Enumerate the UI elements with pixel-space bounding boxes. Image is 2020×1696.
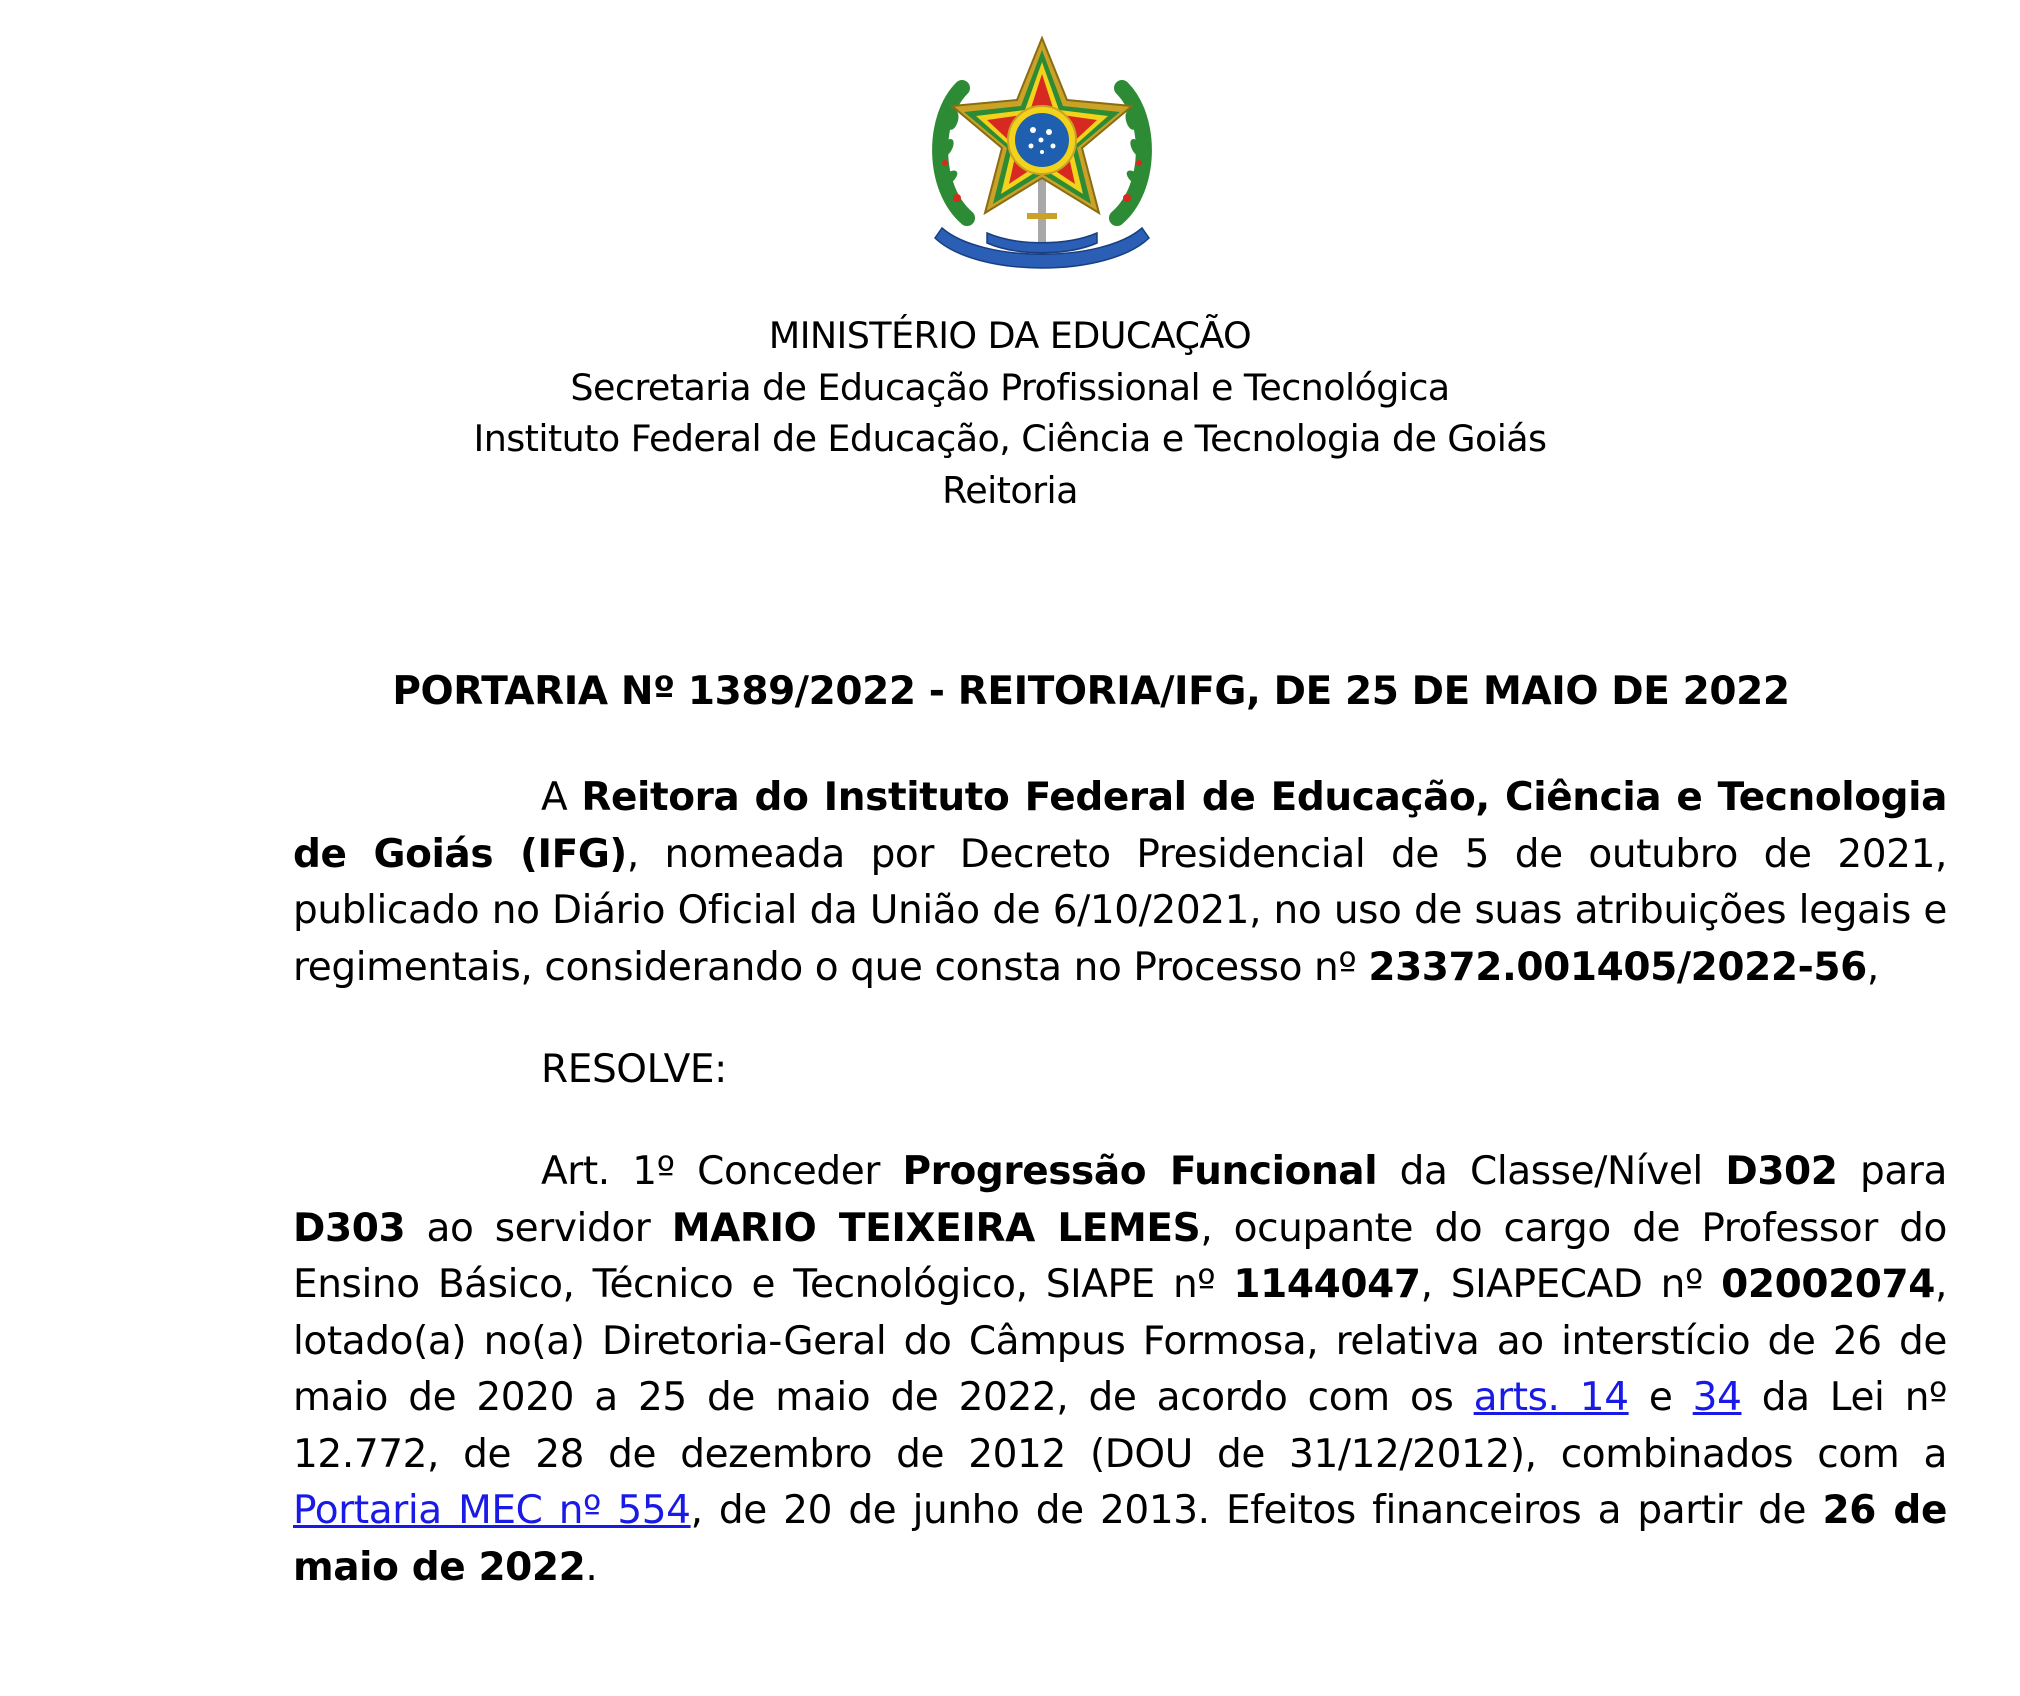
link-art-34[interactable]: 34 <box>1692 1375 1742 1420</box>
authority-name: Reitora do Instituto Federal de Educação, Ciência e Tecnologia de Goiás (IFG) <box>293 775 1947 877</box>
text: . <box>585 1544 598 1590</box>
process-number: 23372.001405/2022-56 <box>1368 944 1867 990</box>
text: , de 20 de junho de 2013. Efeitos financeiros a partir de <box>690 1488 1823 1533</box>
resolve-paragraph <box>293 1042 1947 1099</box>
text: , lotado(a) no(a) Diretoria-Geral do Câmpus Formosa, relativa ao interstício de 26 de maio de 2020 a 25 de maio de 2022, de acordo com os <box>293 1262 1948 1420</box>
servant-name: MARIO TEIXEIRA LEMES <box>671 1205 1201 1251</box>
text: , <box>1866 944 1879 990</box>
text: da Lei nº 12.772, de 28 de dezembro de 2012 (DOU de 31/12/2012), combinados com a <box>293 1375 1948 1477</box>
effective-date: 26 de maio de 2022 <box>293 1488 1947 1590</box>
preamble-paragraph <box>293 770 1947 996</box>
article-1-paragraph <box>293 1144 1947 1596</box>
text: , SIAPECAD nº <box>1420 1262 1722 1307</box>
document-title: PORTARIA Nº 1389/2022 - REITORIA/IFG, DE 25 DE MAIO DE 2022 <box>392 669 1790 714</box>
text: para <box>1837 1149 1947 1194</box>
brazil-coat-of-arms-icon <box>927 28 1157 274</box>
text: da Classe/Nível <box>1377 1149 1726 1194</box>
header-institute: Instituto Federal de Educação, Ciência e Tecnologia de Goiás <box>473 417 1547 460</box>
link-arts-14[interactable]: arts. 14 <box>1473 1375 1629 1420</box>
siape-number: 1144047 <box>1233 1262 1421 1307</box>
resolve-label: RESOLVE: <box>541 1047 727 1092</box>
level-from: D302 <box>1725 1149 1838 1194</box>
text: e <box>1628 1375 1693 1420</box>
document-header <box>0 310 2020 516</box>
text: A <box>541 775 582 820</box>
link-portaria-mec-554[interactable]: Portaria MEC nº 554 <box>293 1488 691 1533</box>
text: Art. 1º Conceder <box>541 1149 903 1194</box>
siapecad-number: 02002074 <box>1721 1262 1936 1307</box>
header-secretariat: Secretaria de Educação Profissional e Tecnológica <box>570 365 1450 409</box>
text: , ocupante do cargo de Professor do Ensino Básico, Técnico e Tecnológico, SIAPE nº <box>293 1205 1947 1307</box>
header-office: Reitoria <box>942 468 1078 512</box>
header-ministry: MINISTÉRIO DA EDUCAÇÃO <box>768 314 1252 357</box>
level-to: D303 <box>293 1205 406 1251</box>
text: ao servidor <box>405 1205 672 1251</box>
coat-of-arms-seal <box>927 28 1157 274</box>
text: , nomeada por Decreto Presidencial de 5 de outubro de 2021, publicado no Diário Oficial da União de 6/10/2021, no uso de suas atribuições legais e regimentais, considerando o que consta no Processo nº <box>293 831 1947 990</box>
progression-type: Progressão Funcional <box>902 1149 1378 1194</box>
